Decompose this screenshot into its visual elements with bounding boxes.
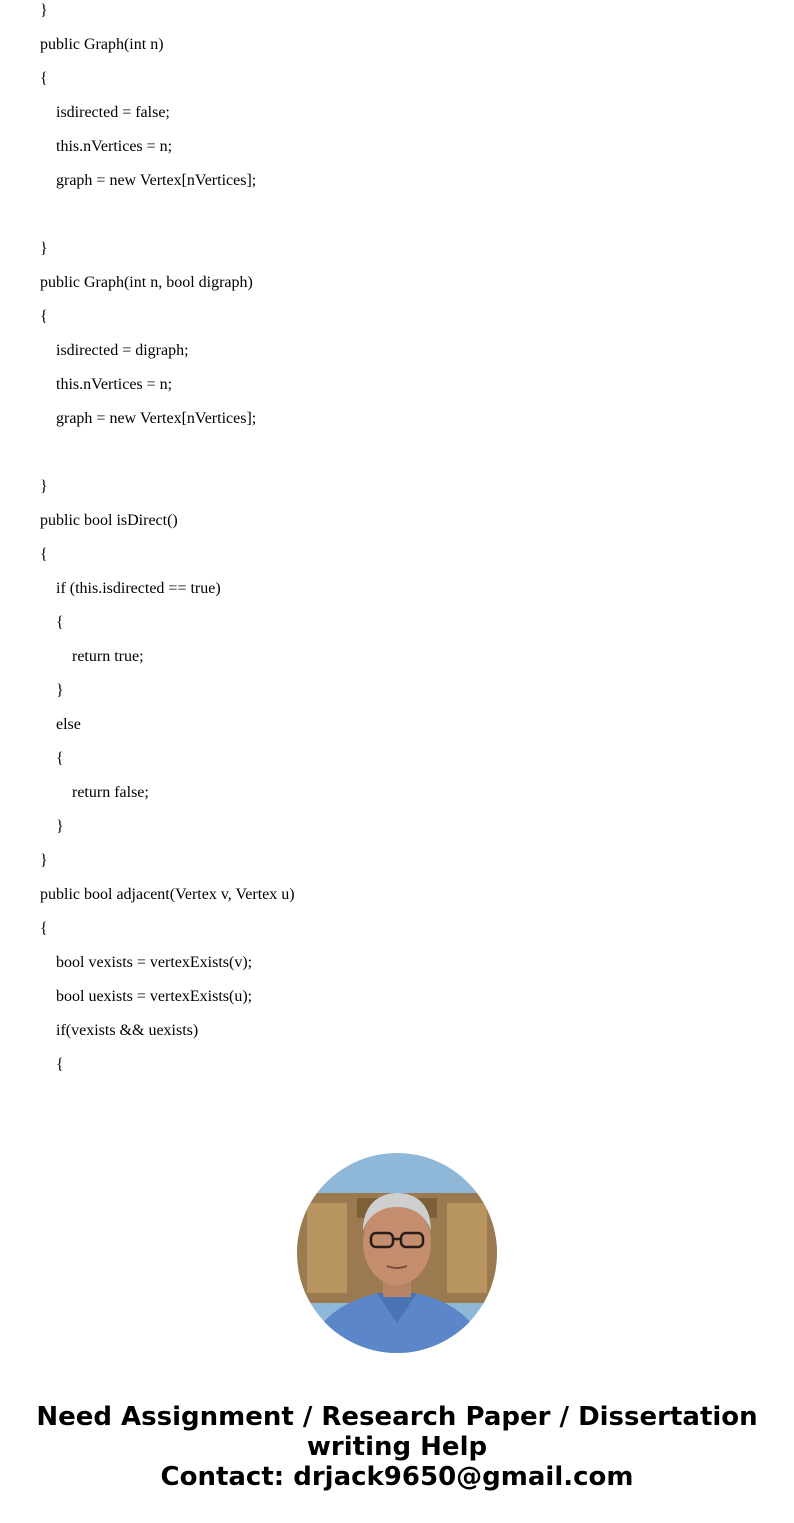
code-line: { [40, 308, 48, 325]
code-line: { [56, 750, 64, 767]
author-photo [297, 1153, 497, 1353]
code-line: else [56, 716, 81, 733]
code-line: } [56, 682, 64, 699]
promo-line-1: Need Assignment / Research Paper / Dissertation [36, 1402, 758, 1432]
promo-banner [0, 1402, 794, 1492]
author-avatar [297, 1153, 497, 1353]
code-line: if (this.isdirected == true) [56, 580, 221, 597]
code-line: isdirected = digraph; [56, 342, 189, 359]
code-line: graph = new Vertex[nVertices]; [56, 172, 257, 189]
code-line: } [40, 240, 48, 257]
code-line: public Graph(int n) [40, 36, 164, 53]
code-line: { [56, 1056, 64, 1073]
code-line: public bool isDirect() [40, 512, 178, 529]
code-line: this.nVertices = n; [56, 138, 173, 155]
code-line: isdirected = false; [56, 104, 170, 121]
code-line: public Graph(int n, bool digraph) [40, 274, 253, 291]
code-line: { [40, 546, 48, 563]
code-line: if(vexists && uexists) [56, 1022, 199, 1039]
code-line: { [40, 920, 48, 937]
code-line: bool uexists = vertexExists(u); [56, 988, 253, 1005]
promo-line-2: writing Help [306, 1432, 488, 1462]
code-line: public bool adjacent(Vertex v, Vertex u) [40, 886, 295, 903]
code-line: } [40, 852, 48, 869]
promo-contact: Contact: drjack9650@gmail.com [160, 1462, 634, 1492]
code-line: this.nVertices = n; [56, 376, 173, 393]
code-line: { [56, 614, 64, 631]
code-line: bool vexists = vertexExists(v); [56, 954, 253, 971]
code-line: } [56, 818, 64, 835]
code-line: { [40, 70, 48, 87]
code-line: return true; [72, 648, 144, 665]
code-line: } [40, 2, 48, 19]
code-line: } [40, 478, 48, 495]
code-line: graph = new Vertex[nVertices]; [56, 410, 257, 427]
code-line: return false; [72, 784, 149, 801]
